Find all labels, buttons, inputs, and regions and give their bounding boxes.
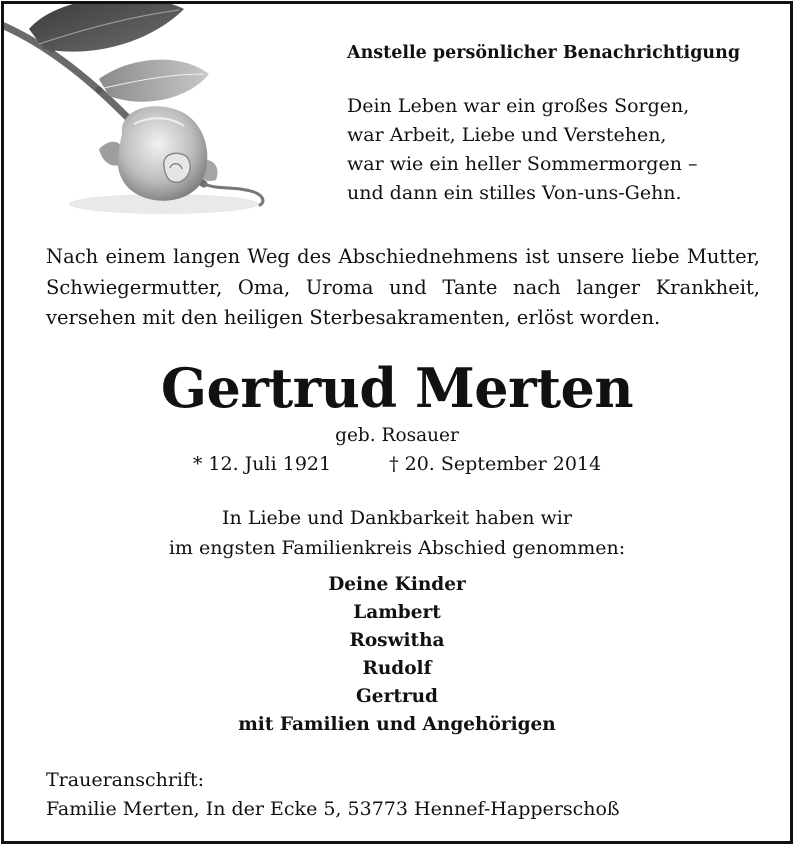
- poem: [347, 92, 777, 208]
- maiden-name: geb. Rosauer: [335, 425, 459, 446]
- poem-line: war Arbeit, Liebe und Verstehen,: [347, 124, 667, 146]
- birth-date: * 12. Juli 1921: [192, 453, 332, 475]
- obituary-notice: [1, 1, 793, 844]
- header-title: Anstelle persönlicher Benachrichtigung: [347, 43, 741, 63]
- announcement-text: Nach einem langen Weg des Abschiednehmens ist unsere liebe Mutter, Schwiegermutter, Oma, Uroma und Tante nach langer Krankheit, versehen mit den heiligen Sterbesakramenten, erlöst worden.: [46, 245, 760, 329]
- mourning-address: [46, 766, 766, 824]
- life-dates: [4, 453, 790, 475]
- thanks-line: im engsten Familienkreis Abschied genommen:: [168, 537, 626, 559]
- thanks-text: [4, 503, 790, 563]
- address-line: Familie Merten, In der Ecke 5, 53773 Hennef-Happerschoß: [46, 798, 620, 820]
- rose-illustration: [4, 4, 289, 219]
- thanks-line: In Liebe und Dankbarkeit haben wir: [222, 507, 572, 529]
- address-label: Traueranschrift:: [46, 769, 205, 791]
- signer: Gertrud: [356, 686, 438, 707]
- poem-line: und dann ein stilles Von-uns-Gehn.: [347, 182, 682, 204]
- poem-line: Dein Leben war ein großes Sorgen,: [347, 95, 690, 117]
- header-block: [347, 43, 777, 208]
- signers-list: [4, 571, 790, 739]
- signer: mit Familien und Angehörigen: [238, 714, 556, 735]
- signer: Lambert: [353, 602, 441, 623]
- death-date: † 20. September 2014: [389, 453, 602, 475]
- poem-line: war wie ein heller Sommermorgen –: [347, 153, 698, 175]
- signer: Rudolf: [362, 658, 432, 679]
- signer: Deine Kinder: [328, 574, 466, 595]
- deceased-name: Gertrud Merten: [160, 356, 634, 420]
- signer: Roswitha: [349, 630, 445, 651]
